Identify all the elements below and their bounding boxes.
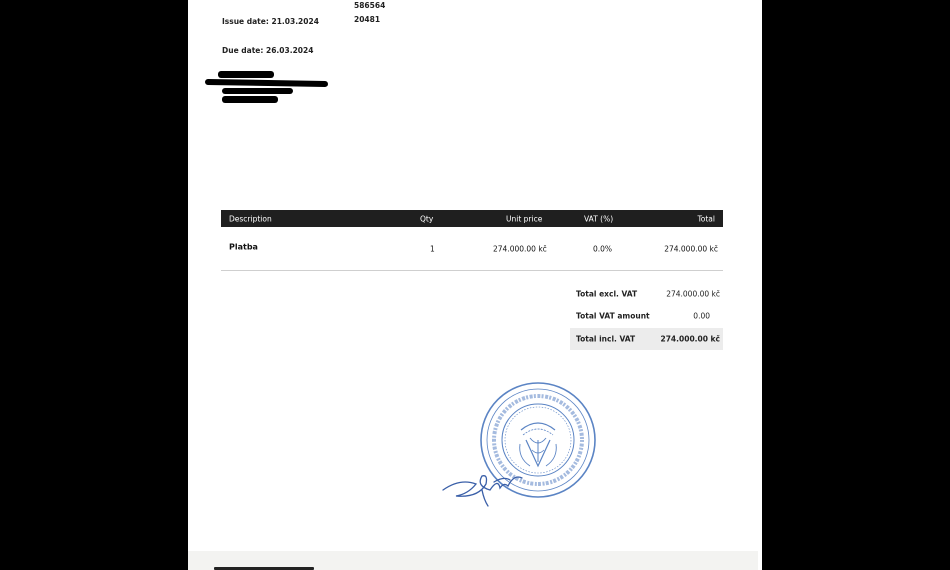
total-excl-vat-label: Total excl. VAT (576, 289, 638, 299)
total-vat-label: Total VAT amount (576, 311, 650, 321)
invoice-number: 586564 (354, 1, 386, 10)
total-excl-vat-row (570, 283, 723, 305)
header-description: Description (229, 214, 272, 223)
redaction-bar (222, 96, 278, 103)
total-incl-vat-label: Total incl. VAT (576, 334, 636, 344)
total-incl-vat-row (570, 328, 723, 350)
row-vat: 0.0% (593, 244, 613, 254)
redaction-bar (218, 71, 274, 78)
issue-date-value: 21.03.2024 (271, 17, 319, 26)
redaction-bar (205, 79, 328, 87)
header-vat: VAT (%) (584, 214, 614, 223)
total-excl-vat-value: 274.000.00 kč (666, 289, 720, 299)
row-qty: 1 (430, 244, 435, 254)
due-date-value: 26.03.2024 (266, 46, 314, 55)
redaction-bar (222, 88, 293, 94)
header-unit-price: Unit price (506, 214, 543, 223)
issue-date-label: Issue date: (222, 17, 269, 26)
table-row (221, 228, 723, 271)
row-unit-price: 274.000.00 kč (493, 244, 547, 254)
total-incl-vat-value: 274.000.00 kč (660, 334, 720, 344)
due-date-line (222, 46, 313, 55)
items-table-header (221, 210, 723, 227)
official-stamp-icon (438, 378, 608, 513)
issue-date-line (222, 17, 319, 26)
total-vat-value: 0.00 (693, 311, 710, 321)
header-total: Total (697, 214, 715, 223)
row-description: Platba (229, 242, 258, 252)
row-total: 274.000.00 kč (664, 244, 718, 254)
variable-symbol: 20481 (354, 15, 381, 24)
due-date-label: Due date: (222, 46, 264, 55)
invoice-page (188, 0, 762, 570)
total-vat-row (570, 305, 723, 327)
header-qty: Qty (420, 214, 434, 223)
